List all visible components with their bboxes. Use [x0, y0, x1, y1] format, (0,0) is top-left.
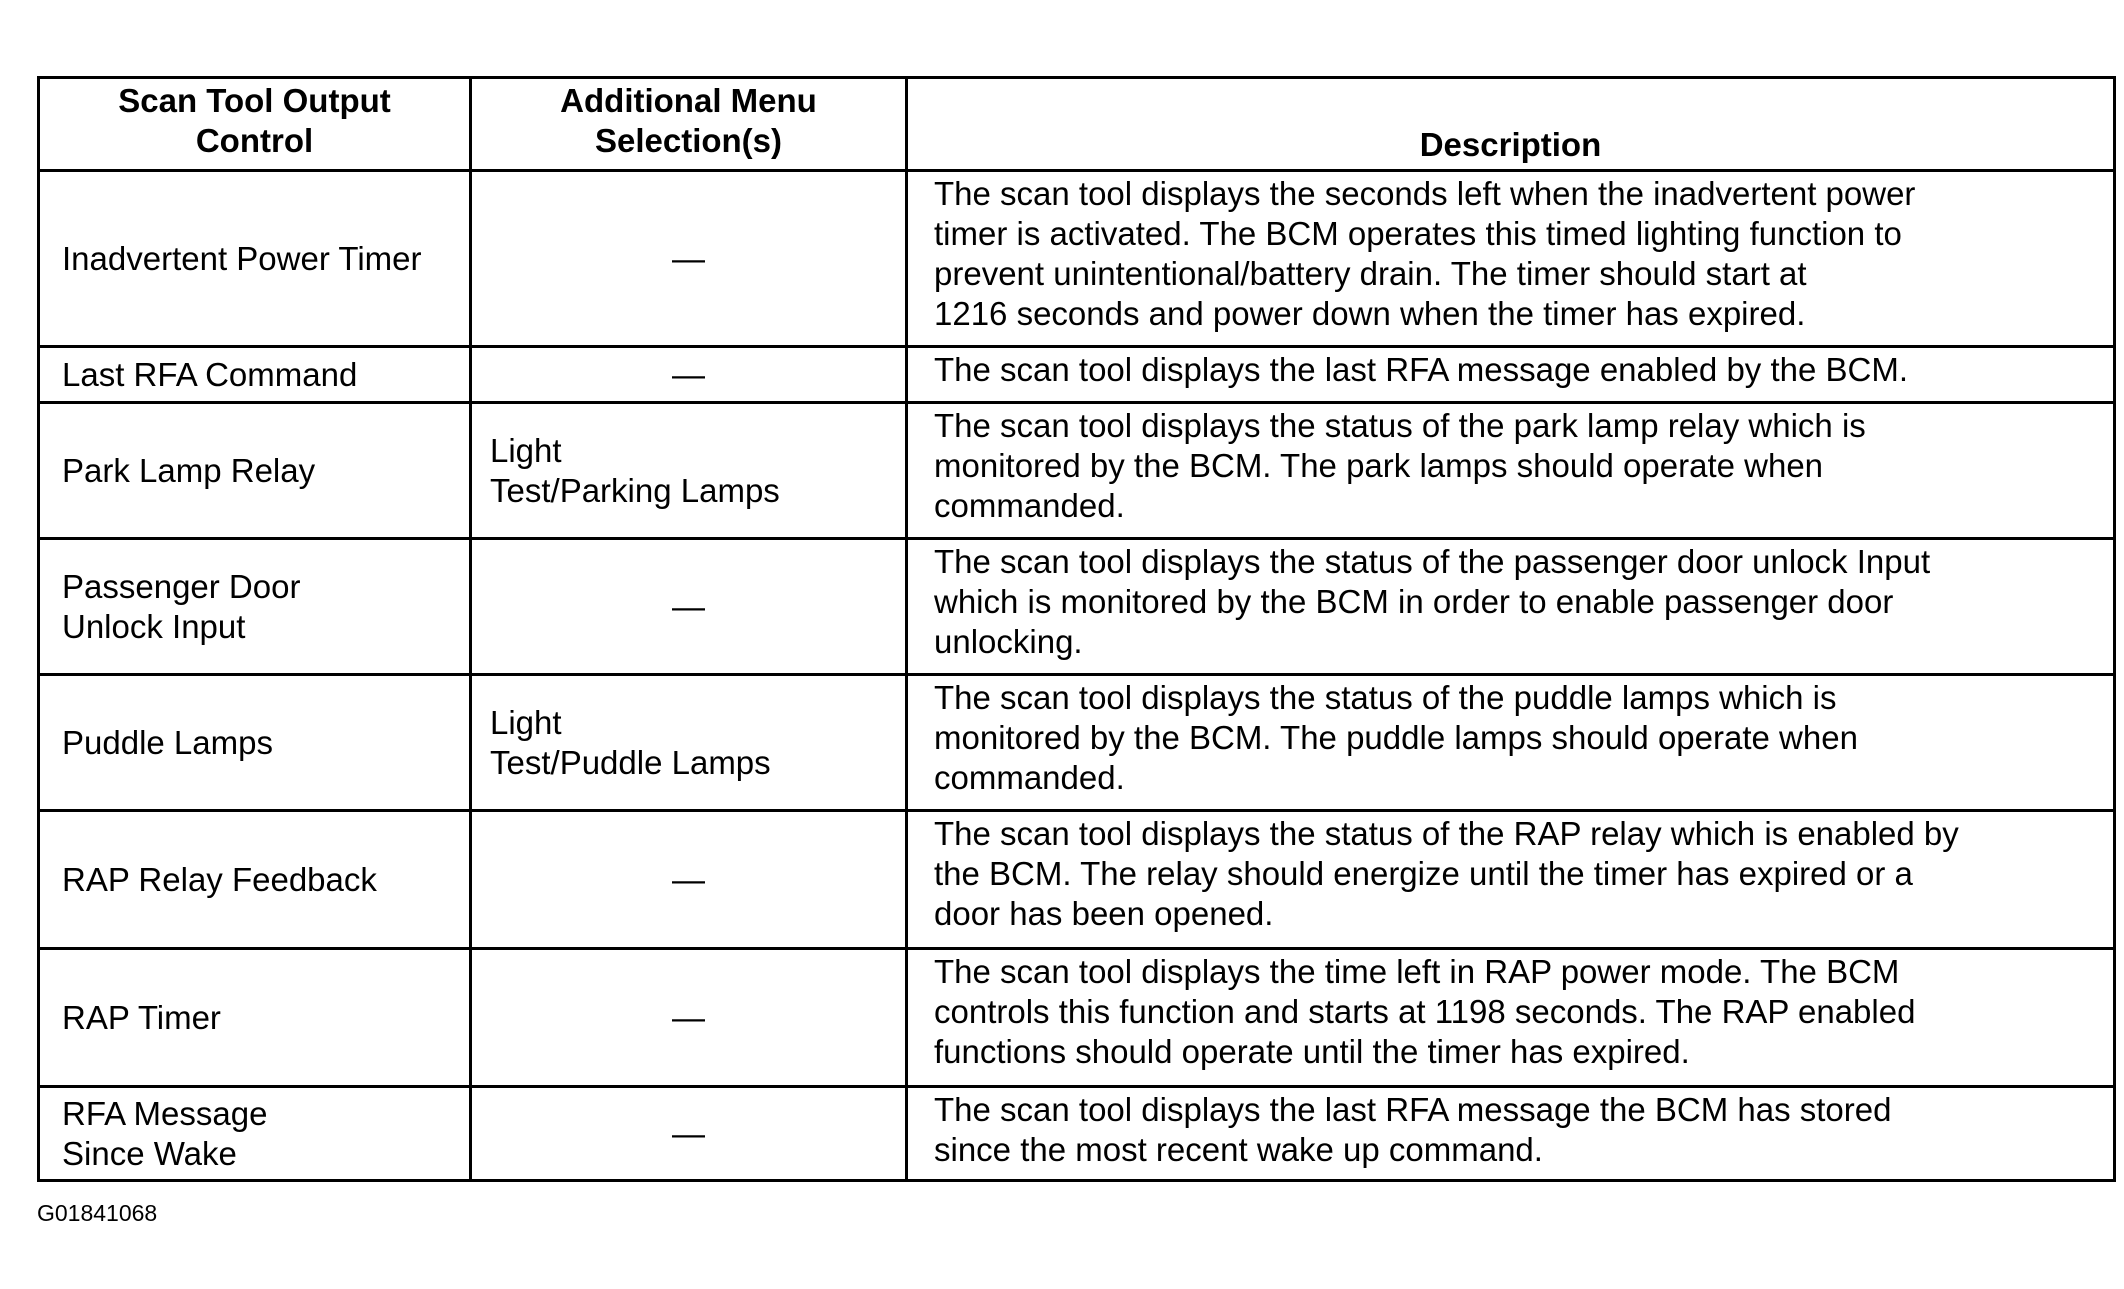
table-row — [39, 949, 2115, 1087]
header-scan-tool-output-control: Scan Tool Output Control — [39, 78, 471, 171]
menu-selection-cell: — — [471, 949, 907, 1087]
control-cell: Last RFA Command — [39, 347, 471, 403]
menu-selection-cell: — — [471, 539, 907, 675]
control-cell: Park Lamp Relay — [39, 403, 471, 539]
table-header-row — [39, 78, 2115, 171]
description-cell: The scan tool displays the status of the park lamp relay which is monitored by the BCM. The park lamps should operate when commanded. — [907, 403, 2115, 539]
table-row — [39, 811, 2115, 949]
description-cell: The scan tool displays the time left in RAP power mode. The BCM controls this function and starts at 1198 seconds. The RAP enabled functions should operate until the timer has expired. — [907, 949, 2115, 1087]
description-cell: The scan tool displays the last RFA message enabled by the BCM. — [907, 347, 2115, 403]
figure-id-label: G01841068 — [37, 1200, 158, 1226]
menu-selection-cell: — — [471, 811, 907, 949]
control-cell: RFA Message Since Wake — [39, 1087, 471, 1181]
header-additional-menu-selections: Additional Menu Selection(s) — [471, 78, 907, 171]
menu-selection-cell: — — [471, 171, 907, 347]
description-cell: The scan tool displays the last RFA message the BCM has stored since the most recent wake up command. — [907, 1087, 2115, 1181]
menu-selection-cell: Light Test/Parking Lamps — [471, 403, 907, 539]
scan-tool-table-container — [37, 76, 2113, 1182]
control-cell: Inadvertent Power Timer — [39, 171, 471, 347]
control-cell: Passenger Door Unlock Input — [39, 539, 471, 675]
table-row — [39, 539, 2115, 675]
description-cell: The scan tool displays the status of the puddle lamps which is monitored by the BCM. The puddle lamps should operate when commanded. — [907, 675, 2115, 811]
table-row — [39, 1087, 2115, 1181]
menu-selection-cell: — — [471, 347, 907, 403]
description-cell: The scan tool displays the status of the RAP relay which is enabled by the BCM. The relay should energize until the timer has expired or a door has been opened. — [907, 811, 2115, 949]
table-row — [39, 403, 2115, 539]
menu-selection-cell: Light Test/Puddle Lamps — [471, 675, 907, 811]
table-row — [39, 675, 2115, 811]
menu-selection-cell: — — [471, 1087, 907, 1181]
control-cell: Puddle Lamps — [39, 675, 471, 811]
header-description: Description — [907, 78, 2115, 171]
control-cell: RAP Relay Feedback — [39, 811, 471, 949]
scan-tool-output-control-table — [37, 76, 2116, 1182]
table-row — [39, 171, 2115, 347]
description-cell: The scan tool displays the seconds left when the inadvertent power timer is activated. The BCM operates this timed lighting function to prevent unintentional/battery drain. The timer should start at 1216 seconds and power down when the timer has expired. — [907, 171, 2115, 347]
table-row — [39, 347, 2115, 403]
control-cell: RAP Timer — [39, 949, 471, 1087]
description-cell: The scan tool displays the status of the passenger door unlock Input which is monitored by the BCM in order to enable passenger door unlocking. — [907, 539, 2115, 675]
